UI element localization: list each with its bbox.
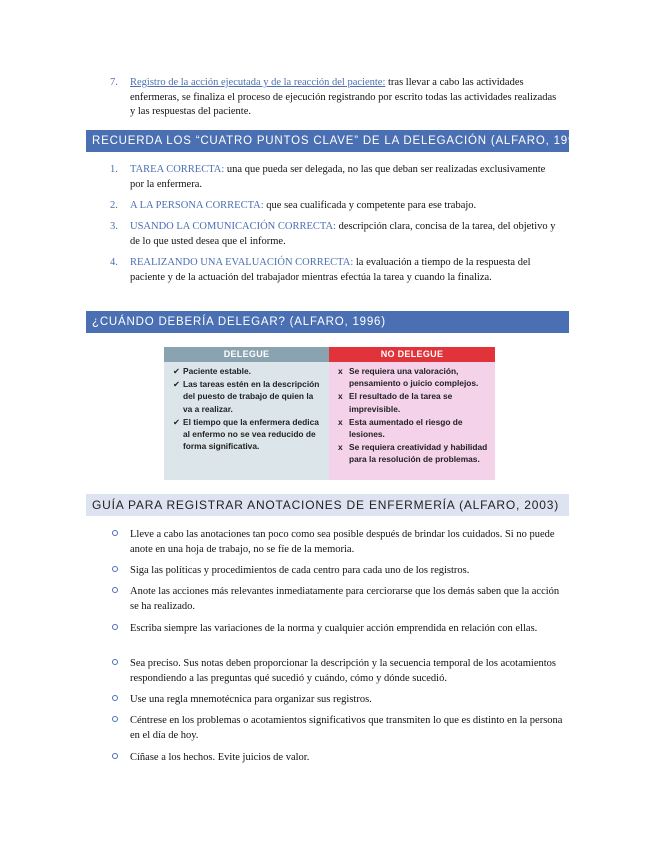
list-item-text bbox=[130, 220, 560, 249]
list-item-body: que sea cualificada y competente para ese trabajo. bbox=[266, 200, 477, 211]
list-item-body: la evaluación a tiempo de la respuesta del paciente y de la actuación del trabajador mientras efectúa la tarea y cuando la finaliza. bbox=[130, 257, 531, 283]
list-number: 4. bbox=[110, 257, 118, 268]
check-icon: ✔ bbox=[173, 416, 181, 427]
bullet-item-text: Céntrese en los problemas o acotamientos significativos que transmiten lo que es distinto en la persona en el día de hoy. bbox=[130, 715, 563, 742]
list-item-text bbox=[130, 256, 560, 285]
bullet-item bbox=[112, 656, 564, 687]
section-header-when-delegate bbox=[86, 311, 569, 333]
list-item-label: USANDO LA COMUNICACIÓN CORRECTA: bbox=[130, 221, 336, 232]
bullet-icon bbox=[112, 566, 118, 572]
bullet-item-text: Anote las acciones más relevantes inmediatamente para cerciorarse que los demás saben que la acción se ha realizado. bbox=[130, 586, 560, 613]
no-delegate-items bbox=[329, 362, 495, 466]
cross-icon: x bbox=[338, 366, 343, 376]
bullet-item bbox=[112, 527, 564, 558]
cross-icon: x bbox=[338, 391, 343, 402]
check-icon: ✔ bbox=[173, 366, 181, 376]
bullet-item bbox=[112, 713, 564, 744]
list-item-body: una que pueda ser delegada, no las que deban ser realizadas exclusivamente por la enfermera. bbox=[130, 164, 546, 190]
delegate-item bbox=[173, 365, 323, 377]
no-delegate-item bbox=[338, 416, 489, 441]
list-item-label: REALIZANDO UNA EVALUACIÓN CORRECTA: bbox=[130, 257, 354, 268]
bullet-item-text: Siga las políticas y procedimientos de cada centro para cada uno de los registros. bbox=[130, 565, 470, 576]
bullet-icon bbox=[112, 753, 118, 759]
bullet-item-text: Cíñase a los hechos. Evite juicios de valor. bbox=[130, 752, 310, 763]
list-item bbox=[110, 199, 560, 214]
list-item-body: descripción clara, concisa de la tarea, del objetivo y de lo que usted desea que el informe. bbox=[130, 221, 556, 247]
delegate-item bbox=[173, 416, 323, 453]
bullet-item-text: Use una regla mnemotécnica para organizar sus registros. bbox=[130, 694, 372, 705]
bullet-item bbox=[112, 584, 564, 615]
bullet-icon bbox=[112, 716, 118, 722]
list-item-label: A LA PERSONA CORRECTA: bbox=[130, 200, 264, 211]
bullet-item-text: Lleve a cabo las anotaciones tan poco como sea posible después de brindar los cuidados. Si no puede anote en una hoja de trabajo, no se fíe de la memoria. bbox=[130, 529, 555, 556]
list-number: 3. bbox=[110, 221, 118, 232]
check-icon: ✔ bbox=[173, 378, 181, 389]
list-number: 2. bbox=[110, 200, 118, 211]
list-item-body: tras llevar a cabo las actividades enfermeras, se finaliza el proceso de ejecución registrando por escrito todas las actividades realizadas y las respuestas del paciente. bbox=[130, 77, 557, 117]
list-item-text bbox=[130, 199, 560, 214]
list-item bbox=[110, 256, 560, 285]
cross-icon: x bbox=[338, 416, 343, 427]
delegate-header: DELEGUE bbox=[164, 347, 329, 362]
no-delegate-column bbox=[329, 347, 495, 480]
section-header-delegation-keys bbox=[86, 130, 588, 152]
no-delegate-item-text: El resultado de la tarea se imprevisible. bbox=[349, 391, 453, 414]
section-title: RECUERDA LOS “CUATRO PUNTOS CLAVE” DE LA DELEGACIÓN (ALFARO, 1996) bbox=[92, 135, 588, 147]
bullet-item bbox=[112, 621, 564, 636]
section-title: GUÍA PARA REGISTRAR ANOTACIONES DE ENFERMERÍA (ALFARO, 2003) bbox=[92, 498, 559, 512]
list-item-label: TAREA CORRECTA: bbox=[130, 164, 225, 175]
list-item bbox=[110, 220, 560, 249]
no-delegate-header: NO DELEGUE bbox=[329, 347, 495, 362]
list-item-text bbox=[130, 163, 560, 192]
list-item-text bbox=[130, 76, 560, 120]
no-delegate-item-text: Se requiera una valoración, pensamiento o juicio complejos. bbox=[349, 366, 479, 389]
section-header-nursing-notes bbox=[86, 494, 569, 516]
no-delegate-item bbox=[338, 365, 489, 390]
bullet-item bbox=[112, 750, 564, 765]
delegate-item-text: Paciente estable. bbox=[183, 366, 251, 376]
no-delegate-item bbox=[338, 441, 489, 466]
delegation-table bbox=[164, 347, 495, 480]
list-item-7 bbox=[110, 76, 560, 120]
bullet-icon bbox=[112, 695, 118, 701]
delegate-item-text: El tiempo que la enfermera dedica al enfermo no se vea reducido de forma significativa. bbox=[183, 416, 319, 452]
delegate-column bbox=[164, 347, 329, 480]
bullet-icon bbox=[112, 624, 118, 630]
delegate-item-text: Las tareas estén en la descripción del puesto de trabajo de quien la va a realizar. bbox=[183, 378, 320, 414]
list-item-link[interactable]: Registro de la acción ejecutada y de la reacción del paciente: bbox=[130, 77, 386, 88]
list-number: 7. bbox=[110, 77, 118, 88]
no-delegate-item-text: Esta aumentado el riesgo de lesiones. bbox=[349, 416, 463, 440]
bullet-icon bbox=[112, 530, 118, 536]
bullet-icon bbox=[112, 659, 118, 665]
bullet-item bbox=[112, 563, 564, 578]
cross-icon: x bbox=[338, 441, 343, 452]
bullet-item-text: Escriba siempre las variaciones de la norma y cualquier acción emprendida en relación con ellas. bbox=[130, 623, 538, 634]
list-number: 1. bbox=[110, 164, 118, 175]
no-delegate-item bbox=[338, 390, 489, 415]
bullet-icon bbox=[112, 587, 118, 593]
delegate-item bbox=[173, 378, 323, 415]
bullet-item-text: Sea preciso. Sus notas deben proporcionar la descripción y la secuencia temporal de los acotamientos respondiendo a las preguntas qué sucedió y cuándo, cómo y dónde sucedió. bbox=[130, 658, 556, 685]
delegate-items bbox=[164, 362, 329, 453]
section-title: ¿CUÁNDO DEBERÍA DELEGAR? (ALFARO, 1996) bbox=[92, 316, 386, 328]
no-delegate-item-text: Se requiera creatividad y habilidad para la resolución de problemas. bbox=[349, 441, 488, 465]
bullet-item bbox=[112, 692, 564, 707]
list-item bbox=[110, 163, 560, 192]
